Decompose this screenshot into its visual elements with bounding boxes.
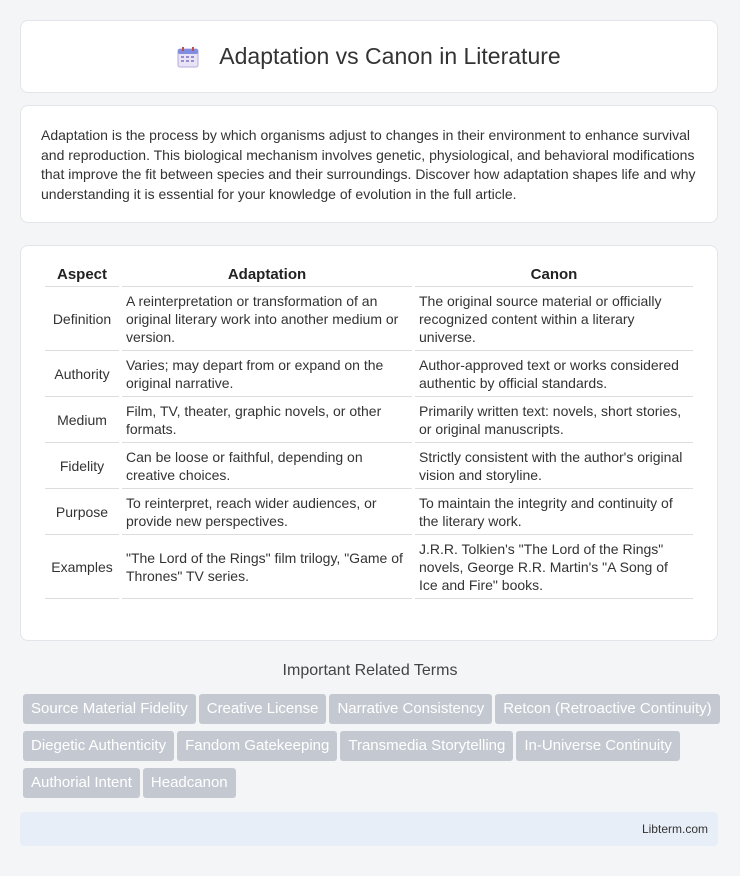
adaptation-cell: A reinterpretation or transformation of an original literary work into another medium or version. [122, 287, 412, 351]
canon-cell: Strictly consistent with the author's original vision and storyline. [415, 443, 693, 489]
aspect-cell: Purpose [45, 489, 119, 535]
canon-cell: The original source material or officially recognized content within a literary universe. [415, 287, 693, 351]
canon-cell: J.R.R. Tolkien's "The Lord of the Rings" novels, George R.R. Martin's "A Song of Ice and Fire" books. [415, 535, 693, 599]
aspect-cell: Fidelity [45, 443, 119, 489]
related-term-tag[interactable]: Headcanon [143, 768, 236, 798]
canon-cell: Author-approved text or works considered authentic by official standards. [415, 351, 693, 397]
adaptation-cell: "The Lord of the Rings" film trilogy, "Game of Thrones" TV series. [122, 535, 412, 599]
adaptation-cell: To reinterpret, reach wider audiences, or provide new perspectives. [122, 489, 412, 535]
related-term-tag[interactable]: In-Universe Continuity [516, 731, 680, 761]
table-row [45, 489, 693, 535]
adaptation-cell: Can be loose or faithful, depending on creative choices. [122, 443, 412, 489]
table-row [45, 535, 693, 599]
table-header-row [45, 262, 693, 287]
related-term-tag[interactable]: Source Material Fidelity [23, 694, 196, 724]
calendar-icon [177, 46, 199, 68]
intro-text: Adaptation is the process by which organisms adjust to changes in their environment to enhance survival and reproduction. This biological mechanism involves genetic, physiological, and behavioral modifications that improve the fit between species and their surroundings. Discover how adaptation shapes life and why understanding it is essential for your knowledge of evolution in the full article. [41, 127, 696, 202]
related-term-tag[interactable]: Retcon (Retroactive Continuity) [495, 694, 719, 724]
comparison-table-card [20, 245, 718, 641]
related-terms-title: Important Related Terms [282, 662, 458, 679]
page-title: Adaptation vs Canon in Literature [219, 43, 561, 69]
related-term-tag[interactable]: Creative License [199, 694, 327, 724]
related-term-tag[interactable]: Transmedia Storytelling [340, 731, 513, 761]
adaptation-cell: Film, TV, theater, graphic novels, or other formats. [122, 397, 412, 443]
comparison-table [42, 262, 696, 599]
canon-cell: Primarily written text: novels, short stories, or original manuscripts. [415, 397, 693, 443]
column-header: Aspect [45, 262, 119, 287]
header-card [20, 20, 718, 93]
table-row [45, 287, 693, 351]
aspect-cell: Authority [45, 351, 119, 397]
column-header: Canon [415, 262, 693, 287]
column-header: Adaptation [122, 262, 412, 287]
aspect-cell: Examples [45, 535, 119, 599]
related-term-tag[interactable]: Authorial Intent [23, 768, 140, 798]
related-terms-list [23, 694, 723, 805]
related-term-tag[interactable]: Fandom Gatekeeping [177, 731, 337, 761]
aspect-cell: Medium [45, 397, 119, 443]
aspect-cell: Definition [45, 287, 119, 351]
related-term-tag[interactable]: Narrative Consistency [329, 694, 492, 724]
footer: Libterm.com [20, 812, 718, 846]
table-row [45, 397, 693, 443]
canon-cell: To maintain the integrity and continuity of the literary work. [415, 489, 693, 535]
related-term-tag[interactable]: Diegetic Authenticity [23, 731, 174, 761]
adaptation-cell: Varies; may depart from or expand on the original narrative. [122, 351, 412, 397]
intro-card [20, 105, 718, 223]
table-row [45, 443, 693, 489]
table-row [45, 351, 693, 397]
